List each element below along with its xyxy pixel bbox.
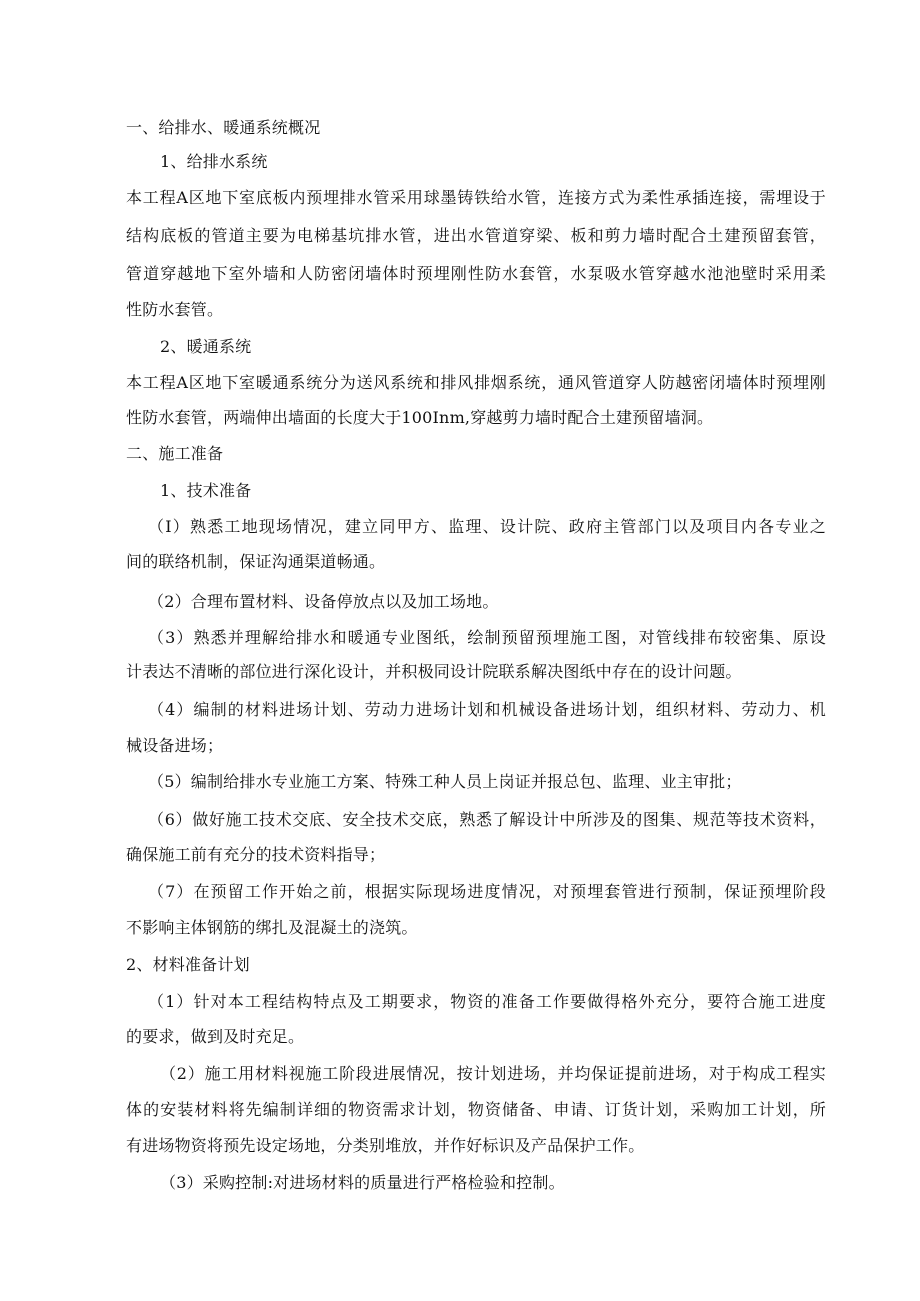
paragraph-line: 性防水套管。: [126, 300, 224, 319]
list-item-continuation: 有进场物资将预先设定场地，分类别堆放，并作好标识及产品保护工作。: [126, 1136, 645, 1155]
list-item-continuation: 计表达不清晰的部位进行深化设计，并积极同设计院联系解决图纸中存在的设计问题。: [126, 662, 742, 681]
list-item-continuation: 的要求，做到及时充足。: [126, 1027, 305, 1046]
list-item: （5）编制给排水专业施工方案、特殊工种人员上岗证并报总包、监理、业主审批；: [148, 772, 742, 791]
subsection-heading-hvac: 2、暖通系统: [160, 337, 252, 356]
list-item-continuation: 间的联络机制，保证沟通渠道畅通。: [126, 552, 386, 571]
list-item-continuation: 械设备进场；: [126, 736, 224, 755]
section-heading-overview: 一、给排水、暖通系统概况: [126, 118, 321, 137]
list-item: （I）熟悉工地现场情况，建立同甲方、监理、设计院、政府主管部门以及项目内各专业之: [148, 517, 826, 536]
paragraph-line: 性防水套管，两端伸出墙面的长度大于100Inm,穿越剪力墙时配合土建预留墙洞。: [126, 408, 714, 427]
list-item-continuation: 不影响主体钢筋的绑扎及混凝土的浇筑。: [126, 918, 418, 937]
list-item: （6）做好施工技术交底、安全技术交底，熟悉了解设计中所涉及的图集、规范等技术资料，: [148, 810, 826, 829]
list-item-continuation: 体的安装材料将先编制详细的物资需求计划，物资储备、申请、订货计划，采购加工计划，所: [126, 1100, 826, 1119]
list-item: （2）合理布置材料、设备停放点以及加工场地。: [148, 592, 499, 611]
list-item: （3）采购控制:对进场材料的质量进行严格检验和控制。: [160, 1173, 565, 1192]
subsection-heading-technical: 1、技术准备: [160, 481, 252, 500]
list-item: （2）施工用材料视施工阶段进展情况，按计划进场，并均保证提前进场，对于构成工程实: [160, 1064, 826, 1083]
subsection-heading-water: 1、给排水系统: [160, 152, 268, 171]
paragraph-line: 管道穿越地下室外墙和人防密闭墙体时预埋刚性防水套管，水泵吸水管穿越水池池壁时采用柔: [126, 264, 826, 283]
list-item-continuation: 确保施工前有充分的技术资料指导；: [126, 845, 386, 864]
section-heading-preparation: 二、施工准备: [126, 444, 224, 463]
list-item: （4）编制的材料进场计划、劳动力进场计划和机械设备进场计划，组织材料、劳动力、机: [148, 700, 826, 719]
list-item: （7）在预留工作开始之前，根据实际现场进度情况，对预埋套管进行预制，保证预埋阶段: [148, 882, 826, 901]
paragraph-line: 本工程A区地下室底板内预埋排水管采用球墨铸铁给水管，连接方式为柔性承插连接，需埋设于: [126, 188, 826, 207]
paragraph-line: 本工程A区地下室暖通系统分为送风系统和排风排烟系统，通风管道穿人防越密闭墙体时预埋刚: [126, 373, 826, 392]
paragraph-line: 结构底板的管道主要为电梯基坑排水管，进出水管道穿梁、板和剪力墙时配合土建预留套管，: [126, 226, 826, 245]
subsection-heading-materials: 2、材料准备计划: [126, 955, 250, 974]
list-item: （1）针对本工程结构特点及工期要求，物资的准备工作要做得格外充分，要符合施工进度: [148, 992, 826, 1011]
list-item: （3）熟悉并理解给排水和暖通专业图纸，绘制预留预埋施工图，对管线排布较密集、原设: [148, 628, 826, 647]
